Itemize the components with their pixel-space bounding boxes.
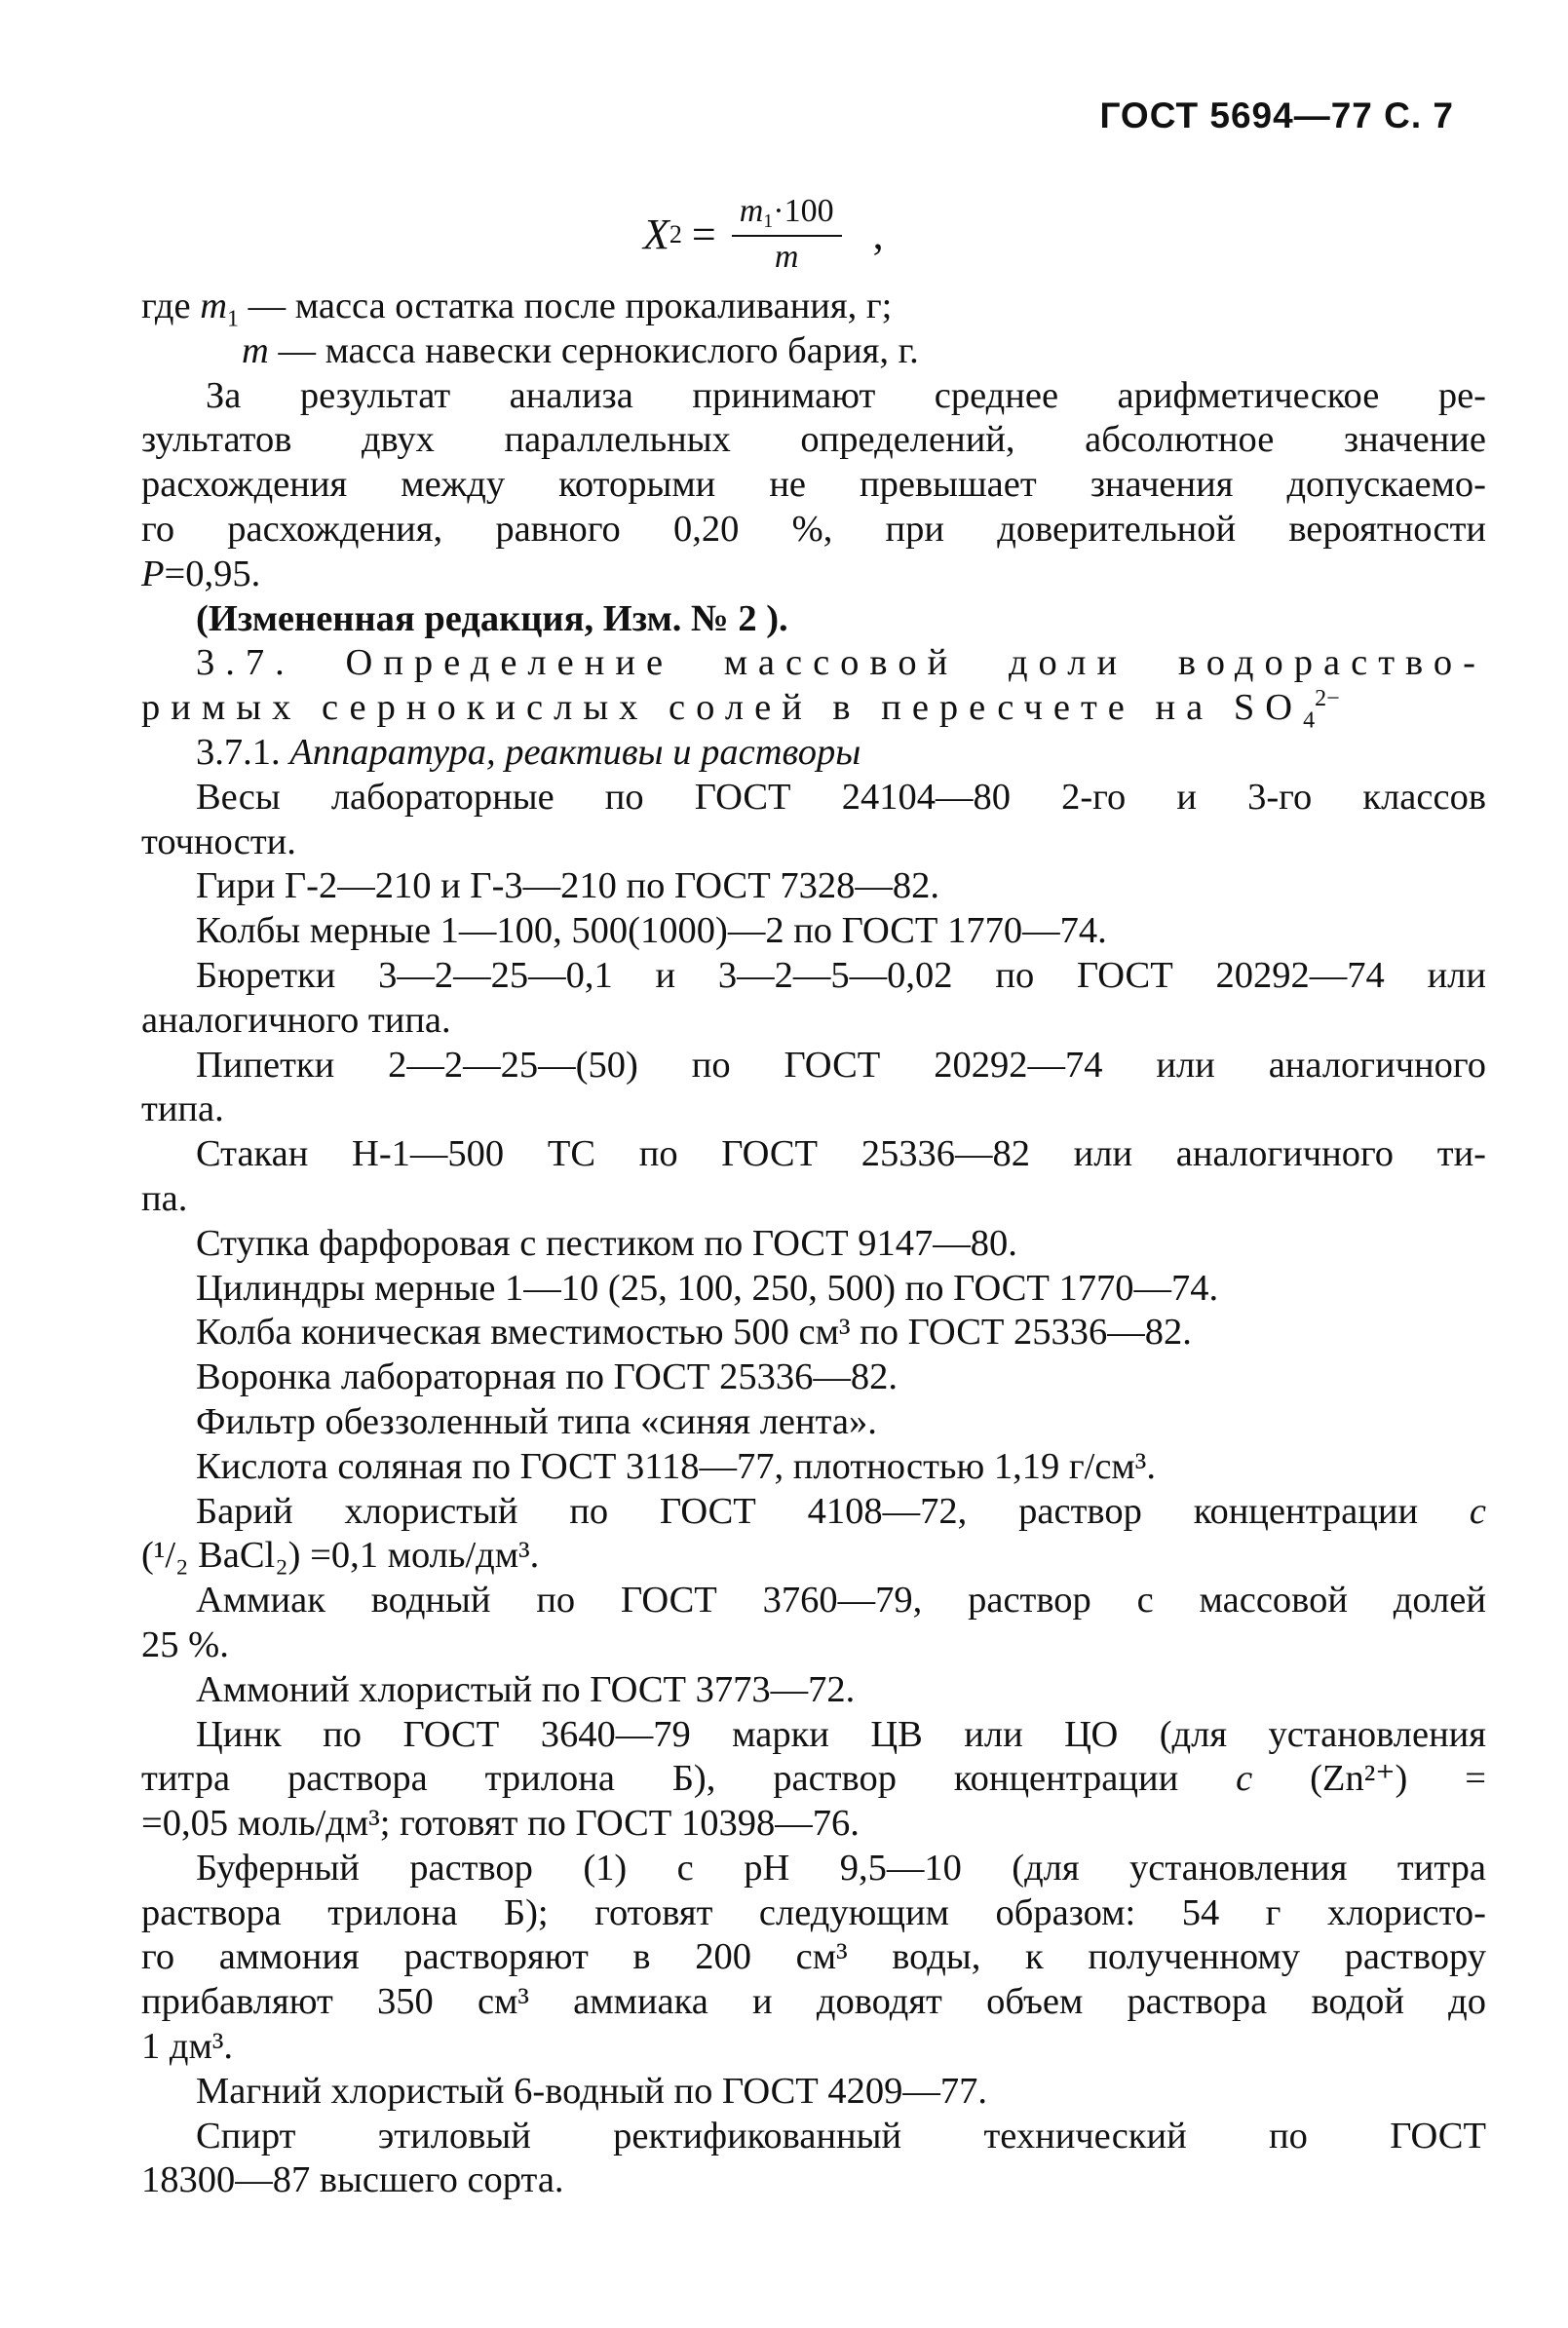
section-3-7-1-title: Аппаратура, реактивы и растворы <box>289 731 861 773</box>
result-line-5 <box>141 553 1486 597</box>
item-beaker-2: па. <box>141 1177 188 1219</box>
section-3-7-line-2 <box>141 686 1486 734</box>
result-line-3: расхождения между которыми не превышает значения допускаемо- <box>141 464 1486 506</box>
edition-note: (Измененная редакция, Изм. № 2 ). <box>196 597 788 639</box>
result-line-4: го расхождения, равного 0,20 %, при доверительной вероятности <box>141 508 1486 550</box>
formula-lhs: X <box>643 210 669 258</box>
item-mgcl2: Магний хлористый 6-водный по ГОСТ 4209—77. <box>196 2070 988 2112</box>
result-line-1: За результат анализа принимают среднее арифметическое ре- <box>206 374 1486 416</box>
item-buffer-2: раствора трилона Б); готовят следующим образом: 54 г хлористо- <box>141 1891 1486 1933</box>
numerator-var: m <box>739 193 764 229</box>
formula-denominator: m <box>774 239 799 275</box>
item-ammonia-1: Аммиак водный по ГОСТ 3760—79, раствор с массовой долей <box>196 1580 1486 1622</box>
where-var-m: m <box>242 329 269 371</box>
item-scales-1: Весы лабораторные по ГОСТ 24104—80 2-го и 3-го классов <box>196 776 1486 818</box>
item-hcl: Кислота соляная по ГОСТ 3118—77, плотностью 1,19 г/см³. <box>196 1445 1156 1487</box>
section-3-7-text: римых сернокислых солей в пересчете на SO <box>141 687 1304 729</box>
item-zinc-3: =0,05 моль/дм³; готовят по ГОСТ 10398—76. <box>141 1803 860 1845</box>
item-mortar: Ступка фарфоровая с пестиком по ГОСТ 9147—80. <box>196 1222 1017 1264</box>
item-bacl2-2: (¹/₂ BaCl₂) =0,1 моль/дм³. <box>141 1535 540 1577</box>
formula-lhs-subscript: 2 <box>669 219 682 248</box>
item-buffer-4: прибавляют 350 см³ аммиака и доводят объем раствора водой до <box>141 1981 1486 2023</box>
item-buffer-1: Буферный раствор (1) с рН 9,5—10 (для установления титра <box>196 1847 1486 1889</box>
item-bacl2-1 <box>141 1490 1486 1535</box>
probability-var: P <box>141 553 165 594</box>
so4-superscript: 2− <box>1315 686 1340 712</box>
item-filter: Фильтр обеззоленный типа «синяя лента». <box>196 1400 877 1442</box>
so4-subscript: 4 <box>1303 707 1316 734</box>
item-ammonia-2: 25 %. <box>141 1623 229 1665</box>
running-header: ГОСТ 5694—77 С. 7 <box>1099 95 1454 135</box>
numerator-rest: ·100 <box>773 193 834 229</box>
item-pipettes-2: типа. <box>141 1088 224 1130</box>
item-burettes-1: Бюретки 3—2—25—0,1 и 3—2—5—0,02 по ГОСТ 20292—74 или <box>196 954 1486 996</box>
item-cylinders: Цилиндры мерные 1—10 (25, 100, 250, 500) по ГОСТ 1770—74. <box>196 1267 1219 1309</box>
formula-fraction <box>732 193 842 276</box>
where-var-m1: m <box>200 286 227 326</box>
zinc-text: титра раствора трилона Б), раствор концентрации <box>141 1758 1237 1800</box>
zinc-var: с <box>1236 1758 1253 1800</box>
item-weights: Гири Г-2—210 и Г-3—210 по ГОСТ 7328—82. <box>196 865 940 907</box>
bacl2-var: с <box>1469 1490 1486 1532</box>
result-line-2: зультатов двух параллельных определений, абсолютное значение <box>141 419 1486 461</box>
where-prefix: где <box>141 286 201 326</box>
formula-equals: = <box>691 210 716 258</box>
numerator-subscript: 1 <box>763 210 774 232</box>
where-var-m1-sub: 1 <box>227 306 239 332</box>
item-buffer-5: 1 дм³. <box>141 2026 233 2068</box>
where-text-m1: — масса остатка после прокаливания, г; <box>239 286 893 326</box>
item-nh4cl: Аммоний хлористый по ГОСТ 3773—72. <box>196 1668 856 1710</box>
where-line-2 <box>141 329 1486 374</box>
item-pipettes-1: Пипетки 2—2—25—(50) по ГОСТ 20292—74 или аналогичного <box>196 1044 1486 1086</box>
item-buffer-3: го аммония растворяют в 200 см³ воды, к полученному раствору <box>141 1936 1486 1978</box>
section-3-7-line-1: 3.7. Определение массовой доли водораство- <box>196 642 1486 684</box>
item-zinc-2 <box>141 1757 1486 1802</box>
where-text-m: — масса навески сернокислого бария, г. <box>268 329 919 371</box>
formula-x2 <box>643 193 884 276</box>
item-beaker-1: Стакан Н-1—500 ТС по ГОСТ 25336—82 или аналогичного ти- <box>196 1133 1486 1175</box>
where-line-1 <box>141 285 1486 332</box>
zinc-rest: (Zn²⁺) = <box>1252 1758 1486 1800</box>
item-funnel: Воронка лабораторная по ГОСТ 25336—82. <box>196 1356 898 1398</box>
item-ethanol-1: Спирт этиловый ректификованный технический по ГОСТ <box>196 2115 1486 2156</box>
section-3-7-1-heading <box>141 731 1486 776</box>
item-conical-flask: Колба коническая вместимостью 500 см³ по ГОСТ 25336—82. <box>196 1312 1192 1354</box>
bacl2-text: Барий хлористый по ГОСТ 4108—72, раствор концентрации <box>196 1490 1470 1532</box>
formula-trail: , <box>872 210 884 258</box>
item-scales-2: точности. <box>141 821 296 862</box>
document-body <box>141 285 1486 2203</box>
section-3-7-1-number: 3.7.1. <box>196 731 290 773</box>
item-ethanol-2: 18300—87 высшего сорта. <box>141 2159 564 2201</box>
item-zinc-1: Цинк по ГОСТ 3640—79 марки ЦВ или ЦО (для установления <box>196 1713 1486 1755</box>
item-burettes-2: аналогичного типа. <box>141 999 451 1041</box>
item-flasks: Колбы мерные 1—100, 500(1000)—2 по ГОСТ 1770—74. <box>196 910 1107 952</box>
formula-numerator <box>732 193 842 237</box>
probability-value: =0,95. <box>164 553 261 594</box>
